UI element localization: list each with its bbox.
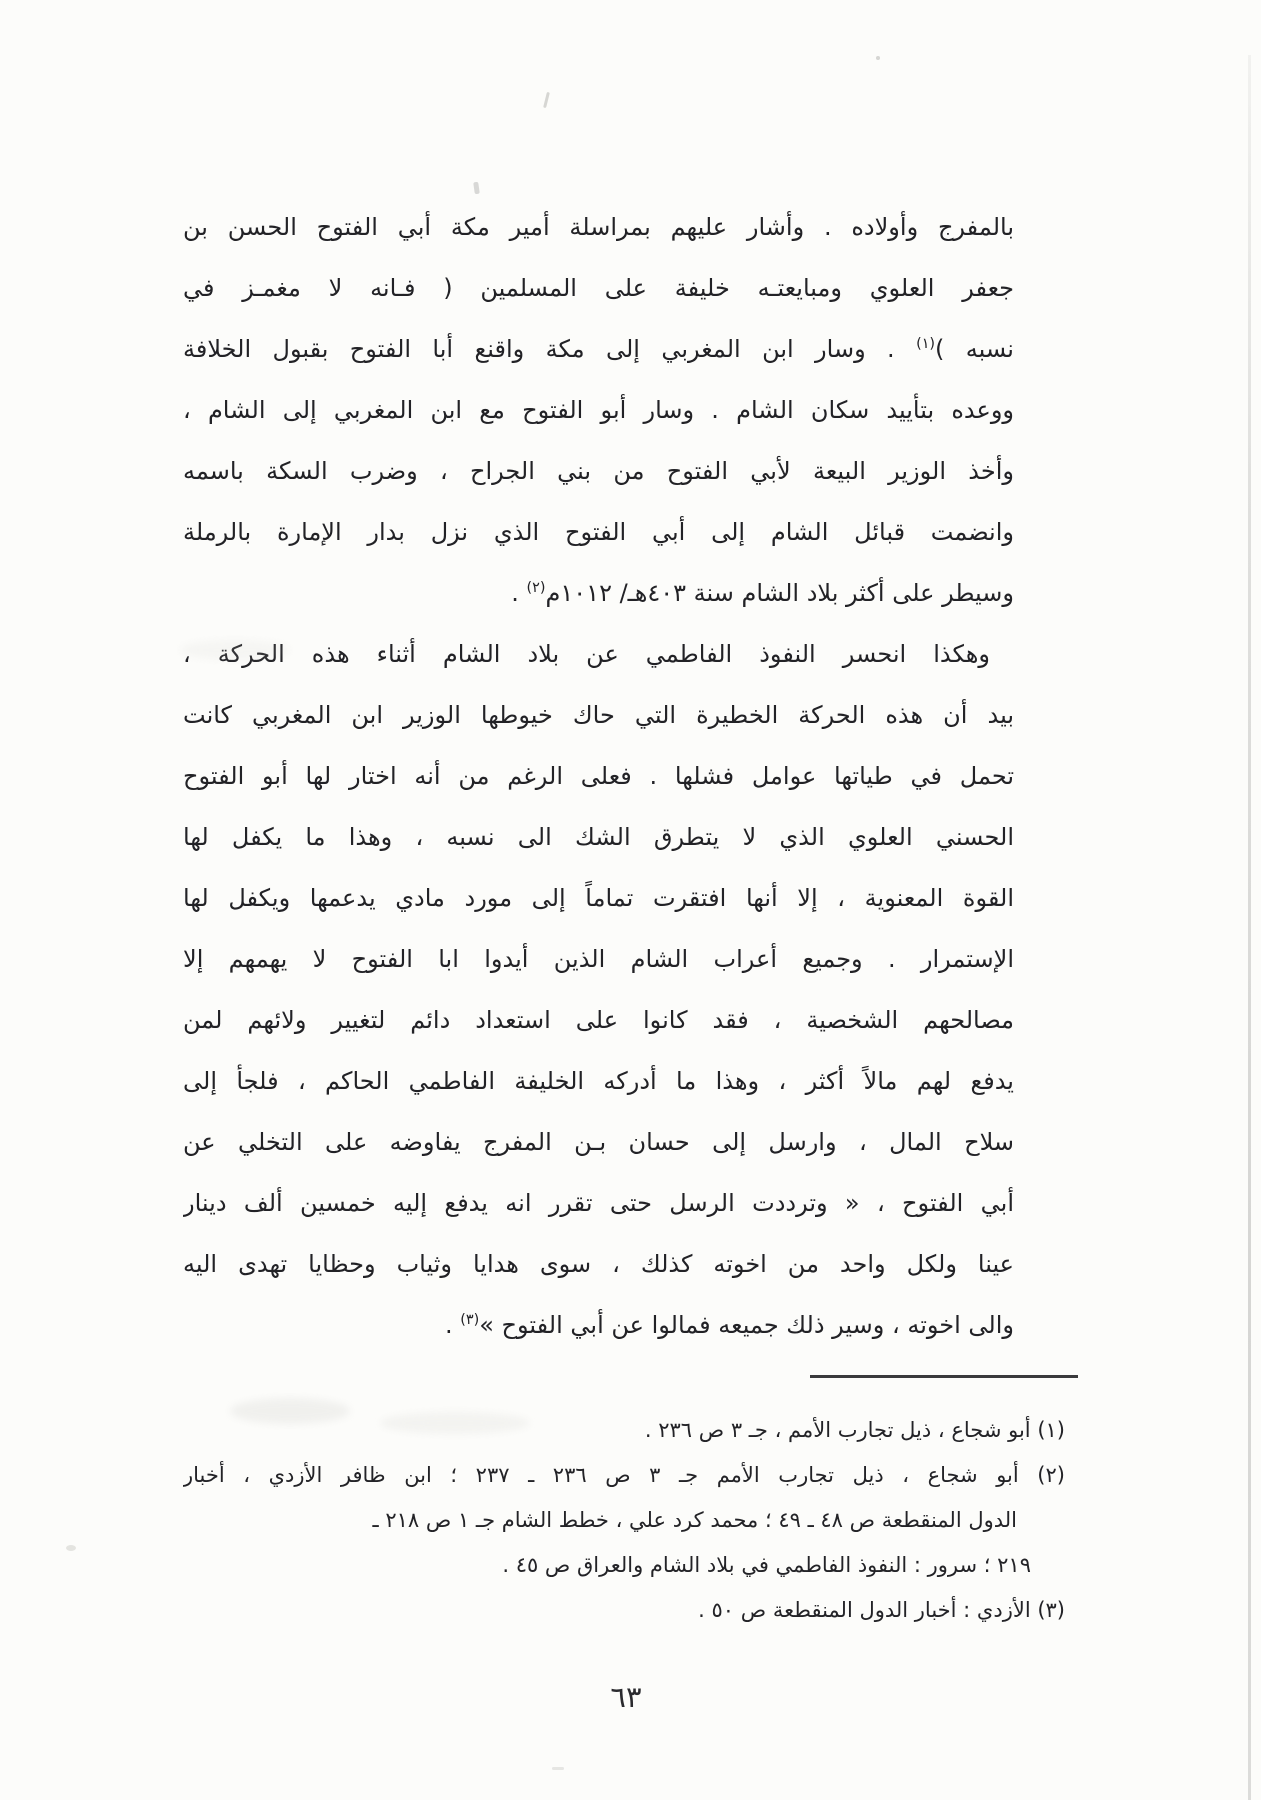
footnote-line: (٣) الأزدي : أخبار الدول المنقطعة ص ٥٠ .	[698, 1598, 1065, 1622]
footnote-line: (١) أبو شجاع ، ذيل تجارب الأمم ، جـ ٣ ص ٢٣٦ .	[644, 1418, 1065, 1442]
scan-artifact	[543, 92, 550, 108]
footnote-separator-rule	[810, 1375, 1078, 1378]
body-line: بيد أن هذه الحركة الخطيرة التي حاك خيوطها الوزير ابن المغربي كانت	[183, 701, 1014, 729]
body-line: وأخذ الوزير البيعة لأبي الفتوح من بني الجراح ، وضرب السكة باسمه	[183, 457, 1014, 485]
body-line: سلاح المال ، وارسل إلى حسان بـن المفرج يفاوضه على التخلي عن	[183, 1128, 1014, 1156]
body-line: الحسني العلوي الذي لا يتطرق الشك الى نسبه ، وهذا ما يكفل لها	[183, 823, 1014, 851]
footnotes-block	[183, 1408, 1065, 1633]
scan-edge-shadow	[1248, 55, 1251, 1800]
body-line: أبي الفتوح ، « وترددت الرسل حتى تقرر انه يدفع إليه خمسين ألف دينار	[183, 1189, 1014, 1217]
footnote-line: ٢١٩ ؛ سرور : النفوذ الفاطمي في بلاد الشام والعراق ص ٤٥ .	[502, 1553, 1031, 1577]
scan-artifact	[552, 1767, 564, 1770]
body-line: تحمل في طياتها عوامل فشلها . فعلى الرغم من أنه اختار لها أبو الفتوح	[183, 762, 1014, 790]
body-line: عينا ولكل واحد من اخوته كذلك ، سوى هدايا وثياب وحظايا تهدى اليه	[183, 1250, 1014, 1278]
body-line: والى اخوته ، وسير ذلك جميعه فمالوا عن أبي الفتوح »$^{(٣)}$ .	[444, 1311, 1014, 1339]
body-line: وسيطر على أكثر بلاد الشام سنة ٤٠٣هـ/ ١٠١٢م$^{(٢)}$ .	[511, 579, 1014, 607]
footnote-line: الدول المنقطعة ص ٤٨ ـ ٤٩ ؛ محمد كرد علي ، خطط الشام جـ ١ ص ٢١٨ ـ	[372, 1508, 1017, 1532]
page-number: ٦٣	[610, 1680, 642, 1714]
scan-artifact	[66, 1545, 76, 1551]
body-line: القوة المعنوية ، إلا أنها افتقرت تماماً إلى مورد مادي يدعمها ويكفل لها	[183, 884, 1014, 912]
body-line: وانضمت قبائل الشام إلى أبي الفتوح الذي نزل بدار الإمارة بالرملة	[183, 518, 1014, 546]
main-text-block	[183, 197, 1014, 1356]
footnote-line: (٢) أبو شجاع ، ذيل تجارب الأمم جـ ٣ ص ٢٣٦ ـ ٢٣٧ ؛ ابن ظافر الأزدي ، أخبار	[183, 1463, 1065, 1487]
body-line: ووعده بتأييد سكان الشام . وسار أبو الفتوح مع ابن المغربي إلى الشام ،	[183, 396, 1014, 424]
body-line: الإستمرار . وجميع أعراب الشام الذين أيدوا ابا الفتوح لا يهمهم إلا	[183, 945, 1014, 973]
body-line: نسبه )$^{(١)}$ . وسار ابن المغربي إلى مكة واقنع أبا الفتوح بقبول الخلافة	[183, 335, 1014, 363]
body-line: يدفع لهم مالاً أكثر ، وهذا ما أدركه الخليفة الفاطمي الحاكم ، فلجأ إلى	[183, 1067, 1014, 1095]
body-line: مصالحهم الشخصية ، فقد كانوا على استعداد دائم لتغيير ولائهم لمن	[183, 1006, 1014, 1034]
scan-artifact	[876, 56, 880, 60]
body-line: بالمفرج وأولاده . وأشار عليهم بمراسلة أمير مكة أبي الفتوح الحسن بن	[183, 213, 1014, 241]
scan-artifact	[473, 182, 480, 195]
body-line: وهكذا انحسر النفوذ الفاطمي عن بلاد الشام أثناء هذه الحركة ،	[183, 640, 990, 668]
body-line: جعفر العلوي ومبايعتـه خليفة على المسلمين ( فـانه لا مغمـز في	[183, 274, 1014, 302]
